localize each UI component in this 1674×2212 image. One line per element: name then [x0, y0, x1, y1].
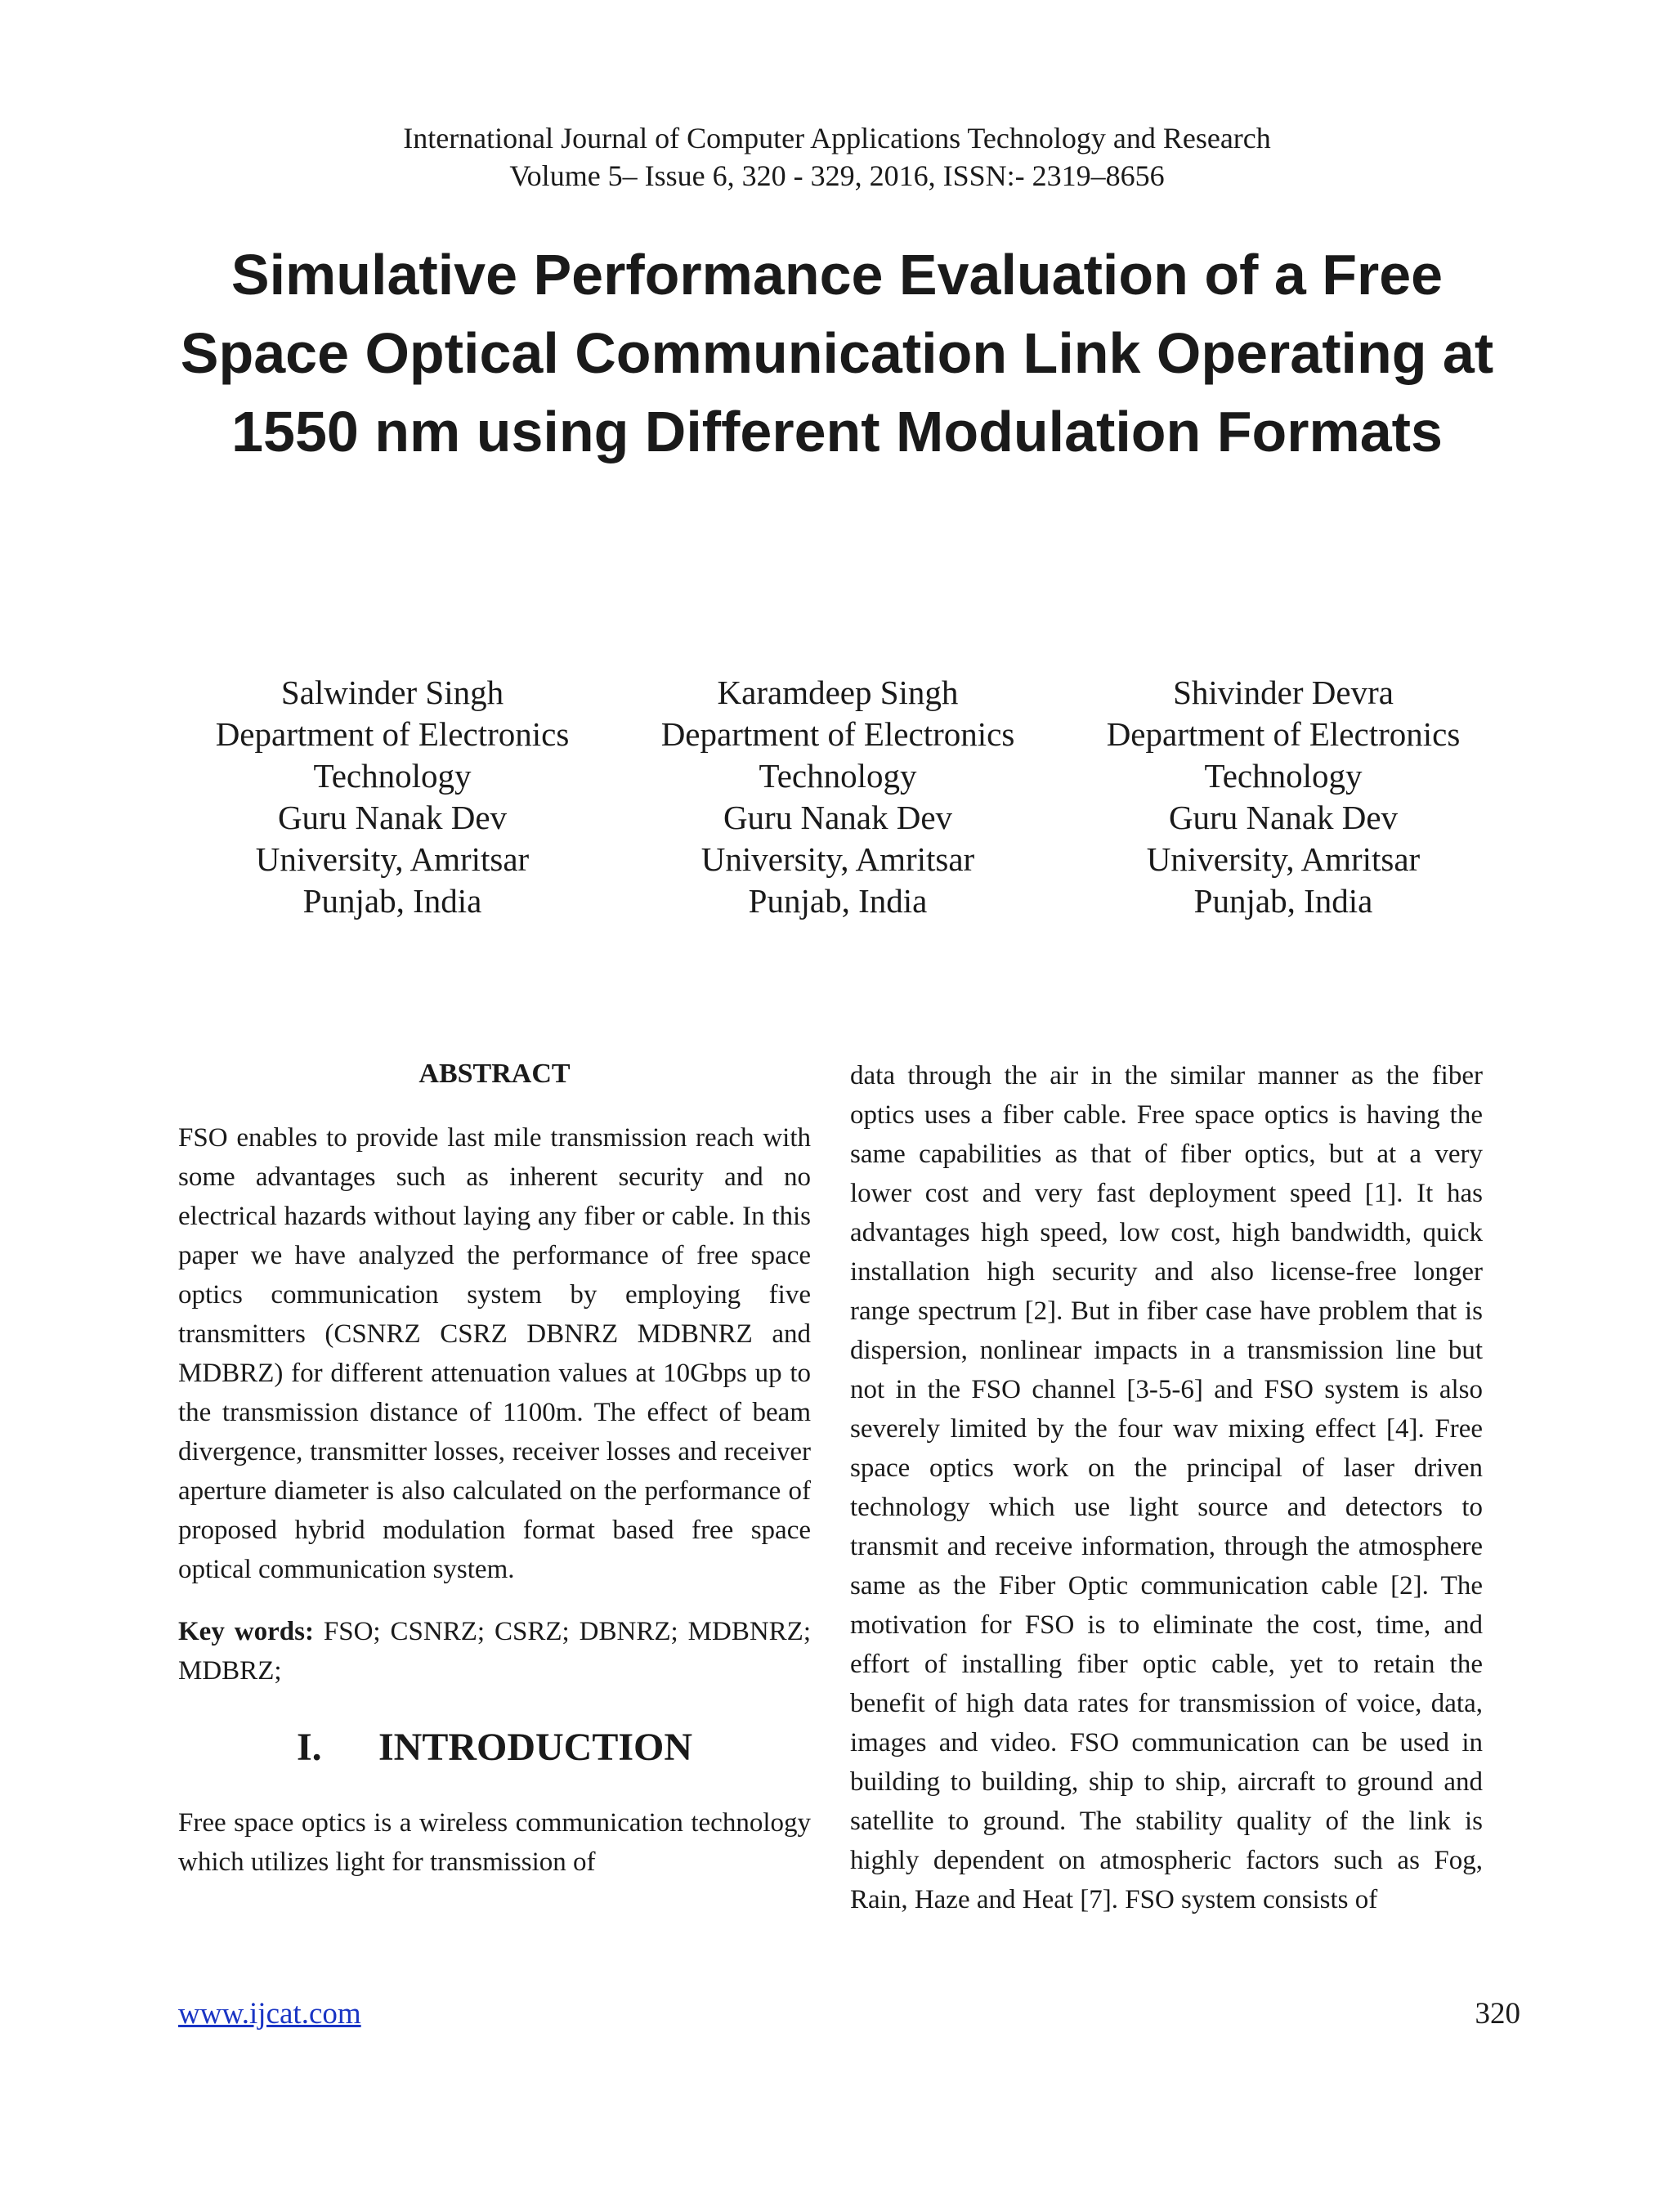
journal-header	[0, 119, 1674, 195]
paper-title: Simulative Performance Evaluation of a Free Space Optical Communication Link Operating at 1550 nm using Different Modulation Formats	[180, 243, 1494, 463]
keywords	[178, 1612, 811, 1690]
author-location: Punjab, India	[302, 882, 482, 920]
author-university-line2: University, Amritsar	[1146, 840, 1421, 878]
right-column	[850, 1056, 1483, 1919]
author-university: Guru Nanak Dev	[1168, 799, 1399, 836]
section-title: INTRODUCTION	[378, 1726, 693, 1769]
author-3	[1071, 672, 1496, 922]
author-department: Department of Electronics	[1106, 715, 1461, 753]
page-number: 320	[1475, 1997, 1520, 2031]
introduction-text-right: data through the air in the similar manner as the fiber optics uses a fiber cable. Free space optics is having the same capabilities as that of fiber optics, but at a very lower cost and very fast deployment speed [1]. It has advantages high speed, low cost, high bandwidth, quick installation high security and also license-free longer range spectrum [2]. But in fiber case have problem that is dispersion, nonlinear impacts in a transmission line but not in the FSO channel [3-5-6] and FSO system is also severely limited by the four wav mixing effect [4]. Free space optics work on the principal of laser driven technology which use light source and detectors to transmit and receive information, through the atmosphere same as the Fiber Optic communication cable [2]. The motivation for FSO is to eliminate the cost, time, and effort of installing fiber optic cable, yet to retain the benefit of high data rates for transmission of voice, data, images and video. FSO communication can be used in building to building, ship to ship, aircraft to ground and satellite to ground. The stability quality of the link is highly dependent on atmospheric factors such as Fog, Rain, Haze and Heat [7]. FSO system consists of	[850, 1061, 1483, 1914]
author-department: Department of Electronics	[660, 715, 1015, 753]
keywords-text: FSO; CSNRZ; CSRZ; DBNRZ; MDBNRZ; MDBRZ;	[178, 1617, 811, 1686]
author-university-line2: University, Amritsar	[255, 840, 530, 878]
left-column	[178, 1055, 811, 1882]
author-university-line2: University, Amritsar	[700, 840, 975, 878]
journal-volume: Volume 5– Issue 6, 320 - 329, 2016, ISSN:- 2319–8656	[509, 159, 1165, 192]
author-university: Guru Nanak Dev	[277, 799, 508, 836]
author-department-line2: Technology	[759, 757, 917, 795]
author-name: Salwinder Singh	[280, 674, 504, 711]
author-name: Karamdeep Singh	[717, 674, 959, 711]
author-department: Department of Electronics	[215, 715, 570, 753]
author-1	[180, 672, 605, 922]
author-department-line2: Technology	[313, 757, 472, 795]
keywords-label: Key words:	[178, 1617, 314, 1646]
author-university: Guru Nanak Dev	[723, 799, 953, 836]
section-number: I.	[296, 1726, 322, 1769]
abstract-heading: ABSTRACT	[418, 1059, 571, 1089]
introduction-heading	[178, 1723, 811, 1772]
journal-name: International Journal of Computer Applications Technology and Research	[403, 122, 1271, 154]
journal-website-link[interactable]: www.ijcat.com	[178, 1997, 361, 2031]
author-location: Punjab, India	[748, 882, 928, 920]
author-block	[180, 672, 1496, 922]
author-location: Punjab, India	[1193, 882, 1373, 920]
abstract-text: FSO enables to provide last mile transmission reach with some advantages such as inherent security and no electrical hazards without laying any fiber or cable. In this paper we have analyzed the performance of free space optics communication system by employing five transmitters (CSNRZ CSRZ DBNRZ MDBNRZ and MDBRZ) for different attenuation values at 10Gbps up to the transmission distance of 1100m. The effect of beam divergence, transmitter losses, receiver losses and receiver aperture diameter is also calculated on the performance of proposed hybrid modulation format based free space optical communication system.	[178, 1123, 811, 1584]
author-department-line2: Technology	[1204, 757, 1363, 795]
introduction-text-left: Free space optics is a wireless communication technology which utilizes light for transmission of	[178, 1808, 811, 1877]
author-name: Shivinder Devra	[1173, 674, 1394, 711]
author-2	[625, 672, 1050, 922]
